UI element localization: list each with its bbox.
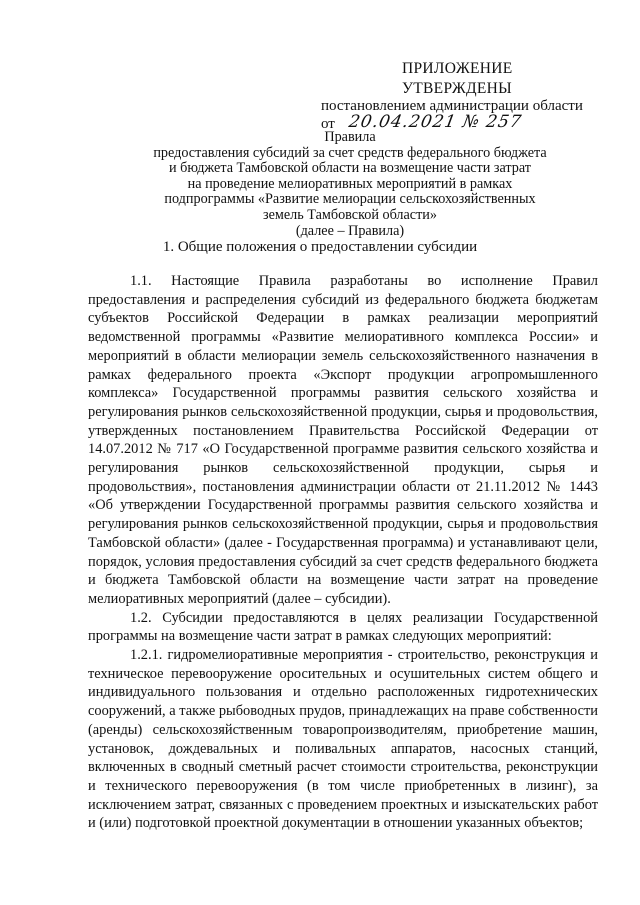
header-from: от <box>321 116 335 132</box>
document-title <box>100 130 600 239</box>
title-line: Правила <box>324 129 376 145</box>
title-line: (далее – Правила) <box>295 222 405 239</box>
header-appendix: ПРИЛОЖЕНИЕ <box>402 60 513 77</box>
paragraph-1-2-1: 1.2.1. гидромелиоративные мероприятия - строительство, реконструкция и техническое перевооружение оросительных и осушительных систем общего и индивидуального пользования и отдельно расположенных гидротехнических сооружений, а также рыбоводных прудов, принадлежащих на праве собственности (аренды) сельскохозяйственным товаропроизводителям, приобретение машин, установок, дождевальных и поливальных аппаратов, насосных станций, включенных в сводный сметный расчет стоимости строительства, реконструкции и технического перевооружения (в том числе приобретенных в лизинг), за исключением затрат, связанных с проведением проектных и изыскательских работ и (или) подготовкой проектной документации в отношении указанных объектов; <box>88 647 598 832</box>
title-line: земель Тамбовской области» <box>262 206 437 223</box>
handwritten-date-number: 20.04.2021 № 257 <box>347 112 524 132</box>
header-approved: УТВЕРЖДЕНЫ <box>402 80 512 97</box>
paragraph-1-1: 1.1. Настоящие Правила разработаны во исполнение Правил предоставления и распределения субсидий из федерального бюджета бюджетам субъектов Российской Федерации в рамках реализации мероприятий ведомственной программы «Развитие мелиоративного комплекса России» и мероприятий в области мелиорации земель сельскохозяйственного назначения в рамках федерального проекта «Экспорт продукции агропромышленного комплекса» Государственной программы развития сельского хозяйства и регулирования рынков сельскохозяйственной продукции, сырья и продовольствия, утвержденных постановлением Правительства Российской Федерации от 14.07.2012 № 717 «О Государственной программе развития сельского хозяйства и регулирования рынков сельскохозяйственной продукции, сырья и продовольствия», постановления администрации области от 21.11.2012 № 1443 «Об утверждении Государственной программы развития сельского хозяйства и регулирования рынков сельскохозяйственной продукции, сырья и продовольствия Тамбовской области» (далее - Государственная программа) и устанавливают цели, порядок, условия предоставления субсидий за счет средств федерального бюджета и бюджета Тамбовской области на возмещение части затрат на проведение мелиоративных мероприятий (далее – субсидии). <box>88 273 598 607</box>
header-decree: постановлением администрации области <box>321 98 583 114</box>
title-line: и бюджета Тамбовской области на возмещение части затрат <box>168 160 532 177</box>
document-body <box>88 272 598 833</box>
title-line: на проведение мелиоративных мероприятий в рамках <box>187 175 513 192</box>
title-line: предоставления субсидий за счет средств федерального бюджета <box>153 144 547 161</box>
section-heading: 1. Общие положения о предоставлении субсидии <box>162 239 478 255</box>
paragraph-1-2: 1.2. Субсидии предоставляются в целях реализации Государственной программы на возмещение части затрат в рамках следующих мероприятий: <box>88 609 598 645</box>
title-line: подпрограммы «Развитие мелиорации сельскохозяйственных <box>164 191 536 208</box>
